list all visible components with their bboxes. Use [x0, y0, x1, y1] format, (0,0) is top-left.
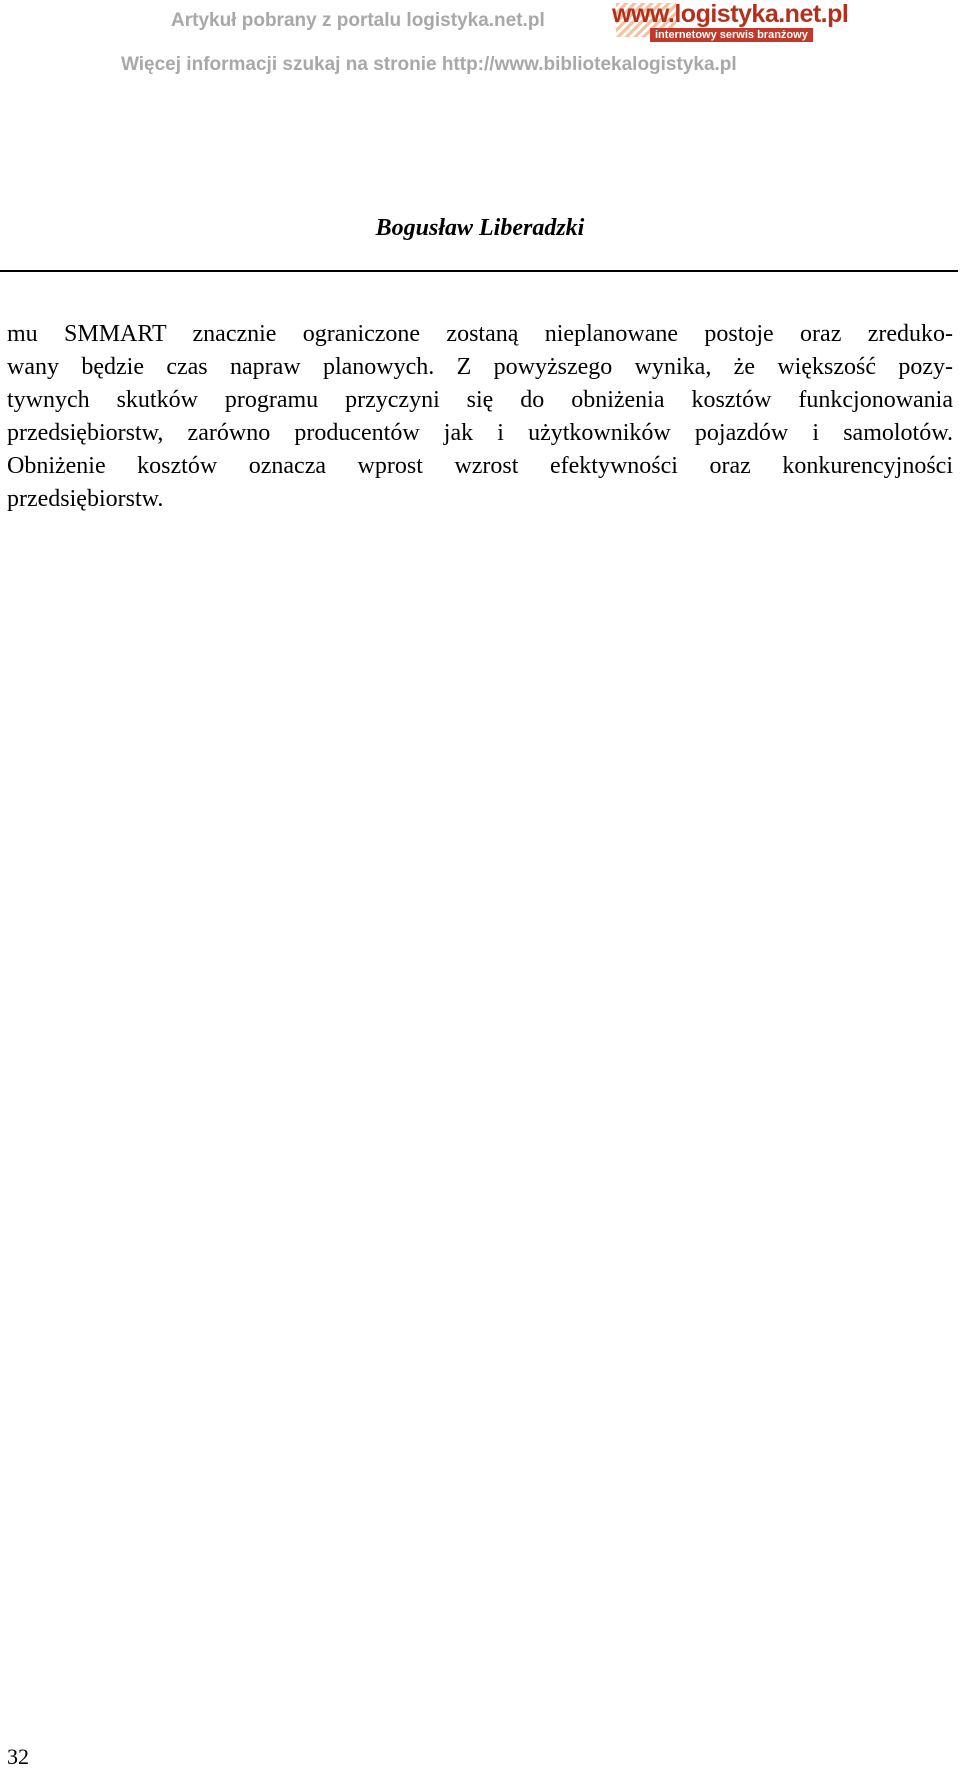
text-line: wany będzie czas napraw planowych. Z powyższego wynika, że większość pozy- [7, 354, 953, 380]
portal-source-line: Artykuł pobrany z portalu logistyka.net.pl [171, 10, 545, 31]
text-line-last: przedsiębiorstw. [7, 486, 164, 512]
text-line: Obniżenie kosztów oznacza wprost wzrost efektywności oraz konkurencyjności [7, 453, 953, 479]
text-line: mu SMMART znacznie ograniczone zostaną nieplanowane postoje oraz zreduko- [7, 321, 953, 347]
text-line: przedsiębiorstw, zarówno producentów jak i użytkowników pojazdów i samolotów. [7, 420, 953, 446]
body-paragraph [7, 318, 953, 516]
portal-banner [0, 0, 960, 86]
text-line: tywnych skutków programu przyczyni się do obniżenia kosztów funkcjonowania [7, 387, 953, 413]
logo-main-text: www.logistyka.net.pl [612, 0, 849, 28]
running-head-author: Bogusław Liberadzki [375, 215, 585, 241]
header-rule [0, 270, 958, 272]
library-info-line: Więcej informacji szukaj na stronie http://www.bibliotekalogistyka.pl [121, 54, 737, 75]
logistyka-logo[interactable] [610, 0, 849, 46]
logo-tagline: internetowy serwis branżowy [650, 28, 813, 42]
page-number: 32 [7, 1744, 29, 1769]
